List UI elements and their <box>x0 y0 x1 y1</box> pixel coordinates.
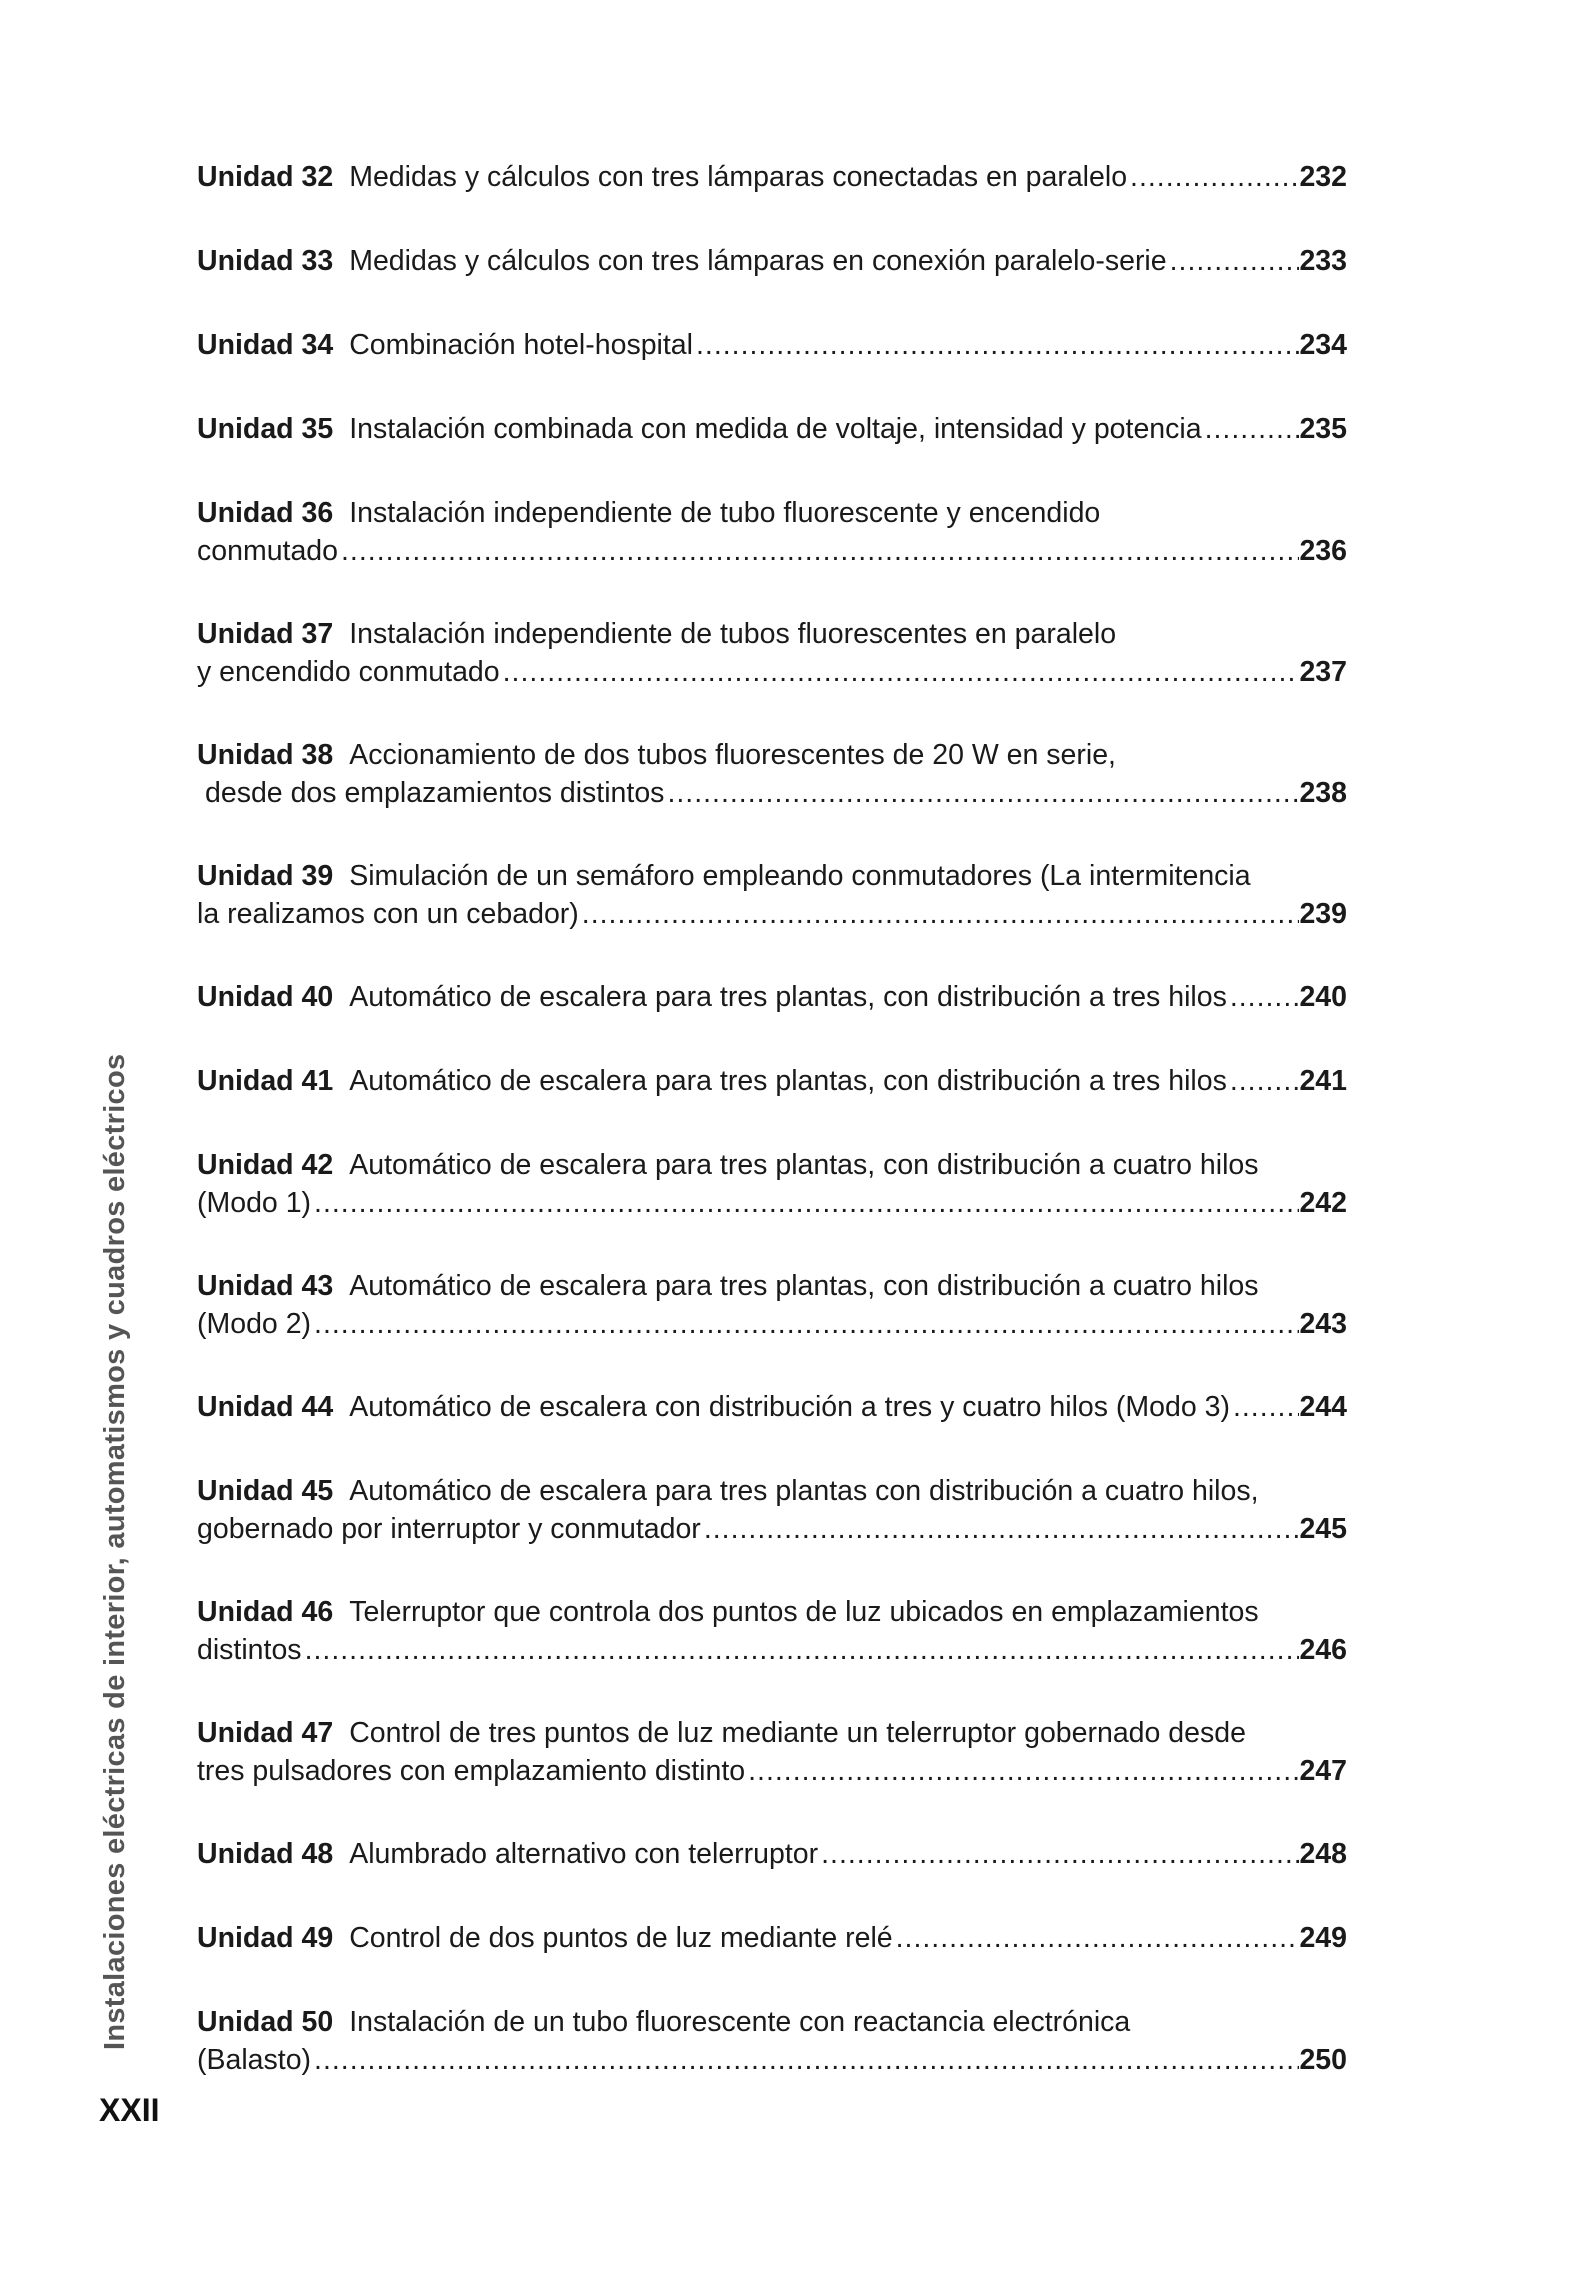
dot-leader <box>893 1919 1300 1957</box>
unit-label: Unidad 47 <box>197 1717 334 1749</box>
toc-entry <box>197 1267 1347 1343</box>
unit-label: Unidad 50 <box>197 2006 334 2038</box>
unit-label: Unidad 43 <box>197 1270 334 1302</box>
page-ref: 233 <box>1299 245 1347 277</box>
dot-leader <box>1230 1388 1299 1426</box>
page-ref: 234 <box>1299 329 1347 361</box>
entry-title-continued: la realizamos con un cebador) <box>197 898 579 930</box>
page-ref: 235 <box>1299 413 1347 445</box>
toc-entry <box>197 1062 1347 1100</box>
entry-title: Simulación de un semáforo empleando conmutadores (La intermitencia <box>349 860 1251 892</box>
toc-entry <box>197 326 1347 364</box>
dot-leader <box>1167 242 1300 280</box>
unit-label: Unidad 39 <box>197 860 334 892</box>
dot-leader <box>1227 1062 1300 1100</box>
page-ref: 243 <box>1299 1308 1347 1340</box>
dot-leader <box>311 1184 1299 1222</box>
dot-leader <box>311 1305 1299 1343</box>
page-ref: 241 <box>1299 1065 1347 1097</box>
toc-entry <box>197 2003 1347 2079</box>
page-ref: 247 <box>1299 1755 1347 1787</box>
entry-title: Instalación independiente de tubo fluorescente y encendido <box>349 497 1101 529</box>
entry-title: Combinación hotel-hospital <box>349 329 693 361</box>
toc-entry <box>197 1835 1347 1873</box>
entry-title: Medidas y cálculos con tres lámparas en conexión paralelo-serie <box>349 245 1167 277</box>
toc-entry <box>197 1714 1347 1790</box>
entry-title: Automático de escalera con distribución a tres y cuatro hilos (Modo 3) <box>349 1391 1230 1423</box>
toc-entry <box>197 410 1347 448</box>
entry-title: Control de dos puntos de luz mediante relé <box>349 1922 893 1954</box>
toc-entry <box>197 242 1347 280</box>
dot-leader <box>302 1631 1300 1669</box>
toc-entry <box>197 1919 1347 1957</box>
entry-title: Automático de escalera para tres plantas, con distribución a cuatro hilos <box>349 1149 1259 1181</box>
entry-title: Medidas y cálculos con tres lámparas conectadas en paralelo <box>349 161 1128 193</box>
toc-entry <box>197 494 1347 570</box>
unit-label: Unidad 36 <box>197 497 334 529</box>
entry-title: Instalación de un tubo fluorescente con reactancia electrónica <box>349 2006 1131 2038</box>
toc-entry <box>197 978 1347 1016</box>
dot-leader <box>338 532 1299 570</box>
dot-leader <box>1127 158 1299 196</box>
page-ref: 244 <box>1299 1391 1347 1423</box>
entry-title-continued: gobernado por interruptor y conmutador <box>197 1513 701 1545</box>
entry-title: Control de tres puntos de luz mediante un telerruptor gobernado desde <box>349 1717 1246 1749</box>
page-ref: 248 <box>1299 1838 1347 1870</box>
page-ref: 238 <box>1299 777 1347 809</box>
dot-leader <box>693 326 1299 364</box>
unit-label: Unidad 49 <box>197 1922 334 1954</box>
unit-label: Unidad 45 <box>197 1475 334 1507</box>
toc-entry <box>197 615 1347 691</box>
page-ref: 249 <box>1299 1922 1347 1954</box>
entry-title: Accionamiento de dos tubos fluorescentes de 20 W en serie, <box>349 739 1116 771</box>
unit-label: Unidad 35 <box>197 413 334 445</box>
unit-label: Unidad 38 <box>197 739 334 771</box>
entry-title: Instalación independiente de tubos fluorescentes en paralelo <box>349 618 1117 650</box>
toc-entry <box>197 1593 1347 1669</box>
dot-leader <box>745 1752 1299 1790</box>
unit-label: Unidad 44 <box>197 1391 334 1423</box>
toc-entry <box>197 1472 1347 1548</box>
dot-leader <box>579 895 1300 933</box>
unit-label: Unidad 41 <box>197 1065 334 1097</box>
entry-title-continued: y encendido conmutado <box>197 656 500 688</box>
entry-title: Instalación combinada con medida de voltaje, intensidad y potencia <box>349 413 1202 445</box>
entry-title: Alumbrado alternativo con telerruptor <box>349 1838 819 1870</box>
entry-title-continued: distintos <box>197 1634 302 1666</box>
dot-leader <box>664 774 1299 812</box>
entry-title: Automático de escalera para tres plantas, con distribución a tres hilos <box>349 1065 1227 1097</box>
toc-entry <box>197 1388 1347 1426</box>
entry-title: Automático de escalera para tres plantas, con distribución a cuatro hilos <box>349 1270 1259 1302</box>
unit-label: Unidad 34 <box>197 329 334 361</box>
toc-entry <box>197 1146 1347 1222</box>
entry-title-continued: (Balasto) <box>197 2044 312 2076</box>
table-of-contents <box>197 158 1347 2124</box>
dot-leader <box>1227 978 1300 1016</box>
unit-label: Unidad 40 <box>197 981 334 1013</box>
page-ref: 240 <box>1299 981 1347 1013</box>
dot-leader <box>701 1510 1300 1548</box>
unit-label: Unidad 48 <box>197 1838 334 1870</box>
dot-leader <box>818 1835 1299 1873</box>
book-title-vertical: Instalaciones eléctricas de interior, automatismos y cuadros eléctricos <box>99 1053 131 2050</box>
entry-title-continued: (Modo 1) <box>197 1187 312 1219</box>
entry-title: Automático de escalera para tres plantas con distribución a cuatro hilos, <box>349 1475 1259 1507</box>
page-ref: 239 <box>1299 898 1347 930</box>
entry-title: Automático de escalera para tres plantas, con distribución a tres hilos <box>349 981 1227 1013</box>
page-ref: 250 <box>1299 2044 1347 2076</box>
toc-entry <box>197 158 1347 196</box>
toc-entry <box>197 736 1347 812</box>
page-ref: 232 <box>1299 161 1347 193</box>
unit-label: Unidad 46 <box>197 1596 334 1628</box>
entry-title: Telerruptor que controla dos puntos de luz ubicados en emplazamientos <box>349 1596 1259 1628</box>
entry-title-continued: conmutado <box>197 535 339 567</box>
page-number: XXII <box>99 2092 160 2128</box>
entry-title-continued: desde dos emplazamientos distintos <box>205 777 665 809</box>
dot-leader <box>311 2041 1299 2079</box>
page-ref: 236 <box>1299 535 1347 567</box>
entry-title-continued: tres pulsadores con emplazamiento distinto <box>197 1755 746 1787</box>
page-ref: 246 <box>1299 1634 1347 1666</box>
page-ref: 237 <box>1299 656 1347 688</box>
unit-label: Unidad 33 <box>197 245 334 277</box>
entry-title-continued: (Modo 2) <box>197 1308 312 1340</box>
page-ref: 242 <box>1299 1187 1347 1219</box>
page-ref: 245 <box>1299 1513 1347 1545</box>
unit-label: Unidad 32 <box>197 161 334 193</box>
dot-leader <box>1202 410 1300 448</box>
unit-label: Unidad 37 <box>197 618 334 650</box>
dot-leader <box>500 653 1300 691</box>
unit-label: Unidad 42 <box>197 1149 334 1181</box>
toc-entry <box>197 857 1347 933</box>
